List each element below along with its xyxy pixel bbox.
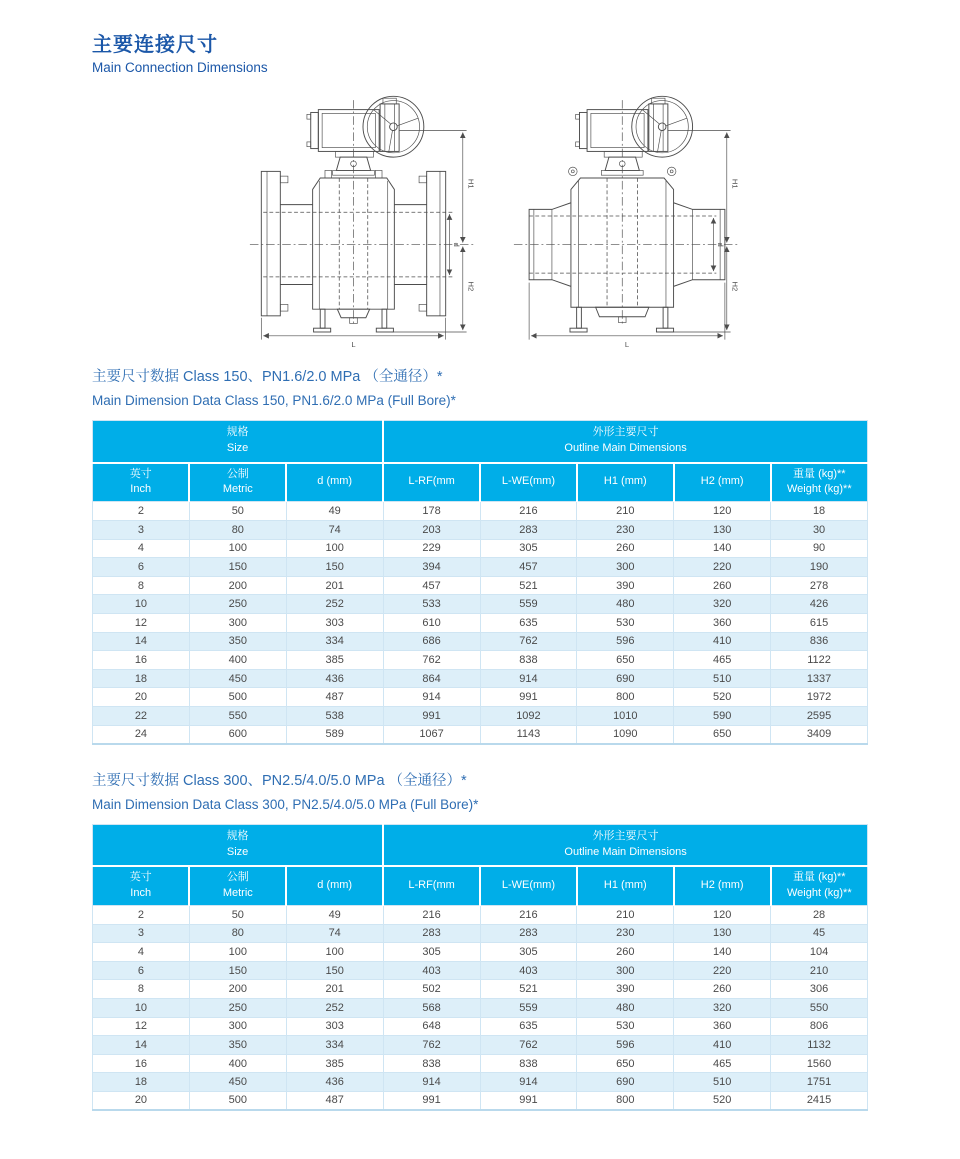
table-cell: 838 xyxy=(480,651,577,670)
section-heading-en: Main Dimension Data Class 150, PN1.6/2.0 MPa (Full Bore)* xyxy=(92,393,456,408)
table-cell: 410 xyxy=(674,632,771,651)
dimension-table-class150 xyxy=(92,420,868,745)
table-cell: 400 xyxy=(189,1054,286,1073)
group-header-size-zh: 规格 xyxy=(226,829,249,842)
table-cell: 394 xyxy=(383,558,480,577)
table-cell: 150 xyxy=(189,558,286,577)
table-cell: 1132 xyxy=(771,1036,868,1055)
table-cell: 334 xyxy=(286,632,383,651)
table-cell: 800 xyxy=(577,1091,674,1110)
table-cell: 762 xyxy=(383,1036,480,1055)
table-cell: 800 xyxy=(577,688,674,707)
dim-label-h2: H2 xyxy=(466,281,476,292)
group-header-outline xyxy=(383,421,867,463)
table-cell: 300 xyxy=(189,613,286,632)
table-cell: 1751 xyxy=(771,1073,868,1092)
table-cell: 120 xyxy=(674,905,771,924)
table-cell: 210 xyxy=(577,905,674,924)
table-cell: 385 xyxy=(286,651,383,670)
table-cell: 283 xyxy=(383,924,480,943)
table-cell: 230 xyxy=(577,520,674,539)
table-row xyxy=(93,1036,868,1055)
table-cell: 18 xyxy=(93,1073,190,1092)
table-row xyxy=(93,688,868,707)
table-cell: 500 xyxy=(189,688,286,707)
table-cell: 864 xyxy=(383,669,480,688)
welded-valve-drawing xyxy=(508,83,746,351)
table-cell: 250 xyxy=(189,595,286,614)
table-cell: 6 xyxy=(93,558,190,577)
table-cell: 12 xyxy=(93,613,190,632)
table-cell: 16 xyxy=(93,651,190,670)
table-cell: 2 xyxy=(93,905,190,924)
table-cell: 216 xyxy=(383,905,480,924)
group-header-outline-en: Outline Main Dimensions xyxy=(564,442,687,455)
table-cell: 104 xyxy=(771,943,868,962)
table-cell: 403 xyxy=(480,961,577,980)
table-cell: 90 xyxy=(771,539,868,558)
column-header: H2 (mm) xyxy=(674,866,771,905)
dim-label-h2: H2 xyxy=(730,281,740,292)
valve-drawings xyxy=(244,83,960,351)
table-cell: 596 xyxy=(577,1036,674,1055)
table-cell: 1090 xyxy=(577,725,674,744)
dim-label-h1: H1 xyxy=(730,178,740,189)
table-cell: 8 xyxy=(93,980,190,999)
table-row xyxy=(93,520,868,539)
table-cell: 914 xyxy=(383,688,480,707)
centerlines xyxy=(514,100,738,324)
table-row xyxy=(93,943,868,962)
table-cell: 650 xyxy=(674,725,771,744)
table-cell: 190 xyxy=(771,558,868,577)
table-cell: 303 xyxy=(286,1017,383,1036)
column-header: L-WE(mm) xyxy=(480,463,577,502)
table-cell: 559 xyxy=(480,595,577,614)
table-cell: 320 xyxy=(674,998,771,1017)
valve-body xyxy=(313,170,395,309)
table-row xyxy=(93,980,868,999)
table-cell: 201 xyxy=(286,980,383,999)
table-cell: 650 xyxy=(577,651,674,670)
table-cell: 283 xyxy=(480,924,577,943)
table-row xyxy=(93,558,868,577)
table-cell: 2595 xyxy=(771,706,868,725)
table-cell: 521 xyxy=(480,576,577,595)
table-cell: 220 xyxy=(674,558,771,577)
table-cell: 80 xyxy=(189,520,286,539)
table-cell: 596 xyxy=(577,632,674,651)
gear-operator xyxy=(576,98,668,157)
table-row xyxy=(93,613,868,632)
section-class300 xyxy=(92,769,960,1111)
table-cell: 100 xyxy=(189,943,286,962)
table-cell: 80 xyxy=(189,924,286,943)
table-cell: 20 xyxy=(93,1091,190,1110)
table-cell: 200 xyxy=(189,980,286,999)
table-cell: 100 xyxy=(286,943,383,962)
table-cell: 28 xyxy=(771,905,868,924)
table-cell: 305 xyxy=(383,943,480,962)
dim-label-l: L xyxy=(624,340,630,350)
table-cell: 14 xyxy=(93,632,190,651)
table-cell: 2 xyxy=(93,502,190,521)
table-cell: 306 xyxy=(771,980,868,999)
section-heading-en: Main Dimension Data Class 300, PN2.5/4.0/5.0 MPa (Full Bore)* xyxy=(92,796,479,812)
table-row xyxy=(93,539,868,558)
table-cell: 589 xyxy=(286,725,383,744)
table-row xyxy=(93,706,868,725)
table-cell: 150 xyxy=(286,558,383,577)
table-cell: 210 xyxy=(771,961,868,980)
table-cell: 1092 xyxy=(480,706,577,725)
group-header-outline-zh: 外形主要尺寸 xyxy=(592,426,659,439)
table-cell: 20 xyxy=(93,688,190,707)
table-cell: 303 xyxy=(286,613,383,632)
table-cell: 200 xyxy=(189,576,286,595)
table-cell: 991 xyxy=(383,706,480,725)
table-cell: 216 xyxy=(480,905,577,924)
table-cell: 550 xyxy=(189,706,286,725)
table-cell: 12 xyxy=(93,1017,190,1036)
table-cell: 150 xyxy=(189,961,286,980)
table-cell: 690 xyxy=(577,1073,674,1092)
column-header-row xyxy=(93,866,868,905)
table-cell: 991 xyxy=(383,1091,480,1110)
table-cell: 590 xyxy=(674,706,771,725)
group-header-size-en: Size xyxy=(226,442,249,455)
table-cell: 3 xyxy=(93,924,190,943)
column-header: 公制 Metric xyxy=(189,463,286,502)
table-cell: 50 xyxy=(189,905,286,924)
table-cell: 635 xyxy=(480,613,577,632)
table-cell: 914 xyxy=(480,669,577,688)
table-cell: 283 xyxy=(480,520,577,539)
table-cell: 436 xyxy=(286,1073,383,1092)
column-header: L-RF(mm xyxy=(383,866,480,905)
table-cell: 250 xyxy=(189,998,286,1017)
table-row xyxy=(93,924,868,943)
table-cell: 203 xyxy=(383,520,480,539)
group-header-size-zh: 规格 xyxy=(226,426,249,439)
table-cell: 334 xyxy=(286,1036,383,1055)
table-cell: 3 xyxy=(93,520,190,539)
table-row xyxy=(93,669,868,688)
dim-label-d: d xyxy=(716,242,726,247)
column-header: d (mm) xyxy=(286,866,383,905)
table-cell: 457 xyxy=(383,576,480,595)
table-cell: 480 xyxy=(577,595,674,614)
table-cell: 49 xyxy=(286,905,383,924)
table-cell: 2415 xyxy=(771,1091,868,1110)
table-row xyxy=(93,595,868,614)
column-header: 英寸 Inch xyxy=(93,866,190,905)
table-cell: 74 xyxy=(286,520,383,539)
table-cell: 914 xyxy=(383,1073,480,1092)
column-header: H2 (mm) xyxy=(674,463,771,502)
table-cell: 480 xyxy=(577,998,674,1017)
table-cell: 320 xyxy=(674,595,771,614)
column-header: H1 (mm) xyxy=(577,463,674,502)
table-cell: 16 xyxy=(93,1054,190,1073)
table-cell: 762 xyxy=(383,651,480,670)
table-cell: 991 xyxy=(480,688,577,707)
table-row xyxy=(93,905,868,924)
table-cell: 426 xyxy=(771,595,868,614)
table-cell: 1010 xyxy=(577,706,674,725)
table-cell: 550 xyxy=(771,998,868,1017)
table-cell: 229 xyxy=(383,539,480,558)
table-cell: 130 xyxy=(674,924,771,943)
table-cell: 521 xyxy=(480,980,577,999)
table-cell: 538 xyxy=(286,706,383,725)
table-cell: 390 xyxy=(577,980,674,999)
column-header: 英寸 Inch xyxy=(93,463,190,502)
table-row xyxy=(93,632,868,651)
table-cell: 500 xyxy=(189,1091,286,1110)
table-cell: 300 xyxy=(577,961,674,980)
page-title: 主要连接尺寸 xyxy=(92,34,218,56)
table-cell: 8 xyxy=(93,576,190,595)
table-cell: 838 xyxy=(480,1054,577,1073)
table-cell: 650 xyxy=(577,1054,674,1073)
table-cell: 18 xyxy=(771,502,868,521)
table-cell: 18 xyxy=(93,669,190,688)
column-header-row xyxy=(93,463,868,502)
table-cell: 690 xyxy=(577,669,674,688)
table-cell: 487 xyxy=(286,688,383,707)
table-row xyxy=(93,651,868,670)
table-cell: 914 xyxy=(480,1073,577,1092)
gear-operator xyxy=(307,98,399,157)
dim-label-l: L xyxy=(351,340,356,350)
end-flanges xyxy=(261,171,452,315)
table-cell: 635 xyxy=(480,1017,577,1036)
table-cell: 838 xyxy=(383,1054,480,1073)
table-cell: 450 xyxy=(189,1073,286,1092)
table-cell: 140 xyxy=(674,943,771,962)
table-cell: 360 xyxy=(674,1017,771,1036)
table-cell: 130 xyxy=(674,520,771,539)
table-cell: 300 xyxy=(577,558,674,577)
table-cell: 120 xyxy=(674,502,771,521)
section-heading-zh: 主要尺寸数据 Class 150、PN1.6/2.0 MPa （全通径）* xyxy=(92,369,443,385)
table-row xyxy=(93,1017,868,1036)
table-cell: 530 xyxy=(577,1017,674,1036)
column-header: d (mm) xyxy=(286,463,383,502)
table-row xyxy=(93,576,868,595)
table-row xyxy=(93,998,868,1017)
column-header: 重量 (kg)** Weight (kg)** xyxy=(771,463,868,502)
table-cell: 10 xyxy=(93,998,190,1017)
table-cell: 216 xyxy=(480,502,577,521)
handwheel xyxy=(632,96,693,157)
section-class150 xyxy=(92,365,960,745)
table-cell: 210 xyxy=(577,502,674,521)
table-cell: 1337 xyxy=(771,669,868,688)
group-header-outline-zh: 外形主要尺寸 xyxy=(592,829,659,842)
table-cell: 762 xyxy=(480,1036,577,1055)
table-cell: 178 xyxy=(383,502,480,521)
group-header-size xyxy=(93,824,384,866)
table-cell: 24 xyxy=(93,725,190,744)
table-cell: 559 xyxy=(480,998,577,1017)
table-cell: 510 xyxy=(674,1073,771,1092)
table-cell: 600 xyxy=(189,725,286,744)
table-cell: 568 xyxy=(383,998,480,1017)
table-cell: 1067 xyxy=(383,725,480,744)
table-cell: 305 xyxy=(480,539,577,558)
flanged-valve-drawing xyxy=(244,83,482,351)
table-row xyxy=(93,1073,868,1092)
table-cell: 836 xyxy=(771,632,868,651)
table-cell: 305 xyxy=(480,943,577,962)
group-header-outline xyxy=(383,824,867,866)
table-cell: 648 xyxy=(383,1017,480,1036)
table-cell: 260 xyxy=(577,539,674,558)
dim-label-d: d xyxy=(452,242,462,247)
group-header-size xyxy=(93,421,384,463)
table-cell: 49 xyxy=(286,502,383,521)
table-cell: 806 xyxy=(771,1017,868,1036)
dim-label-h1: H1 xyxy=(466,178,476,189)
table-row xyxy=(93,961,868,980)
table-row xyxy=(93,725,868,744)
table-cell: 520 xyxy=(674,688,771,707)
group-header-row xyxy=(93,421,868,463)
drain-and-supports xyxy=(570,307,674,332)
table-cell: 278 xyxy=(771,576,868,595)
table-cell: 252 xyxy=(286,595,383,614)
table-cell: 533 xyxy=(383,595,480,614)
table-cell: 400 xyxy=(189,651,286,670)
table-cell: 502 xyxy=(383,980,480,999)
table-cell: 30 xyxy=(771,520,868,539)
table-cell: 360 xyxy=(674,613,771,632)
group-header-size-en: Size xyxy=(226,845,249,858)
table-cell: 1143 xyxy=(480,725,577,744)
table-cell: 4 xyxy=(93,539,190,558)
table-cell: 140 xyxy=(674,539,771,558)
table-cell: 260 xyxy=(674,980,771,999)
table-cell: 220 xyxy=(674,961,771,980)
handwheel xyxy=(363,96,424,157)
table-cell: 510 xyxy=(674,669,771,688)
table-cell: 6 xyxy=(93,961,190,980)
table-cell: 45 xyxy=(771,924,868,943)
table-cell: 465 xyxy=(674,651,771,670)
table-cell: 403 xyxy=(383,961,480,980)
table-cell: 762 xyxy=(480,632,577,651)
table-cell: 10 xyxy=(93,595,190,614)
table-cell: 74 xyxy=(286,924,383,943)
group-header-outline-en: Outline Main Dimensions xyxy=(564,845,687,858)
section-heading-zh: 主要尺寸数据 Class 300、PN2.5/4.0/5.0 MPa （全通径）* xyxy=(92,772,467,789)
page-subtitle: Main Connection Dimensions xyxy=(92,60,268,75)
table-cell: 1560 xyxy=(771,1054,868,1073)
dimension-table-class300 xyxy=(92,824,868,1111)
table-cell: 252 xyxy=(286,998,383,1017)
table-cell: 390 xyxy=(577,576,674,595)
table-cell: 615 xyxy=(771,613,868,632)
table-cell: 50 xyxy=(189,502,286,521)
table-cell: 3409 xyxy=(771,725,868,744)
table-cell: 530 xyxy=(577,613,674,632)
column-header: 重量 (kg)** Weight (kg)** xyxy=(771,866,868,905)
table-cell: 201 xyxy=(286,576,383,595)
table-cell: 4 xyxy=(93,943,190,962)
table-cell: 610 xyxy=(383,613,480,632)
table-cell: 260 xyxy=(577,943,674,962)
table-cell: 14 xyxy=(93,1036,190,1055)
column-header: H1 (mm) xyxy=(577,866,674,905)
table-cell: 385 xyxy=(286,1054,383,1073)
table-cell: 410 xyxy=(674,1036,771,1055)
table-cell: 230 xyxy=(577,924,674,943)
table-row xyxy=(93,1091,868,1110)
table-cell: 1972 xyxy=(771,688,868,707)
table-cell: 991 xyxy=(480,1091,577,1110)
table-cell: 260 xyxy=(674,576,771,595)
table-cell: 520 xyxy=(674,1091,771,1110)
table-cell: 487 xyxy=(286,1091,383,1110)
table-cell: 100 xyxy=(286,539,383,558)
table-cell: 350 xyxy=(189,1036,286,1055)
group-header-row xyxy=(93,824,868,866)
table-row xyxy=(93,502,868,521)
table-cell: 465 xyxy=(674,1054,771,1073)
table-cell: 100 xyxy=(189,539,286,558)
column-header: 公制 Metric xyxy=(189,866,286,905)
table-cell: 450 xyxy=(189,669,286,688)
table-cell: 350 xyxy=(189,632,286,651)
table-cell: 150 xyxy=(286,961,383,980)
table-row xyxy=(93,1054,868,1073)
table-cell: 436 xyxy=(286,669,383,688)
table-cell: 457 xyxy=(480,558,577,577)
column-header: L-RF(mm xyxy=(383,463,480,502)
table-cell: 1122 xyxy=(771,651,868,670)
table-cell: 22 xyxy=(93,706,190,725)
column-header: L-WE(mm) xyxy=(480,866,577,905)
table-cell: 686 xyxy=(383,632,480,651)
table-cell: 300 xyxy=(189,1017,286,1036)
